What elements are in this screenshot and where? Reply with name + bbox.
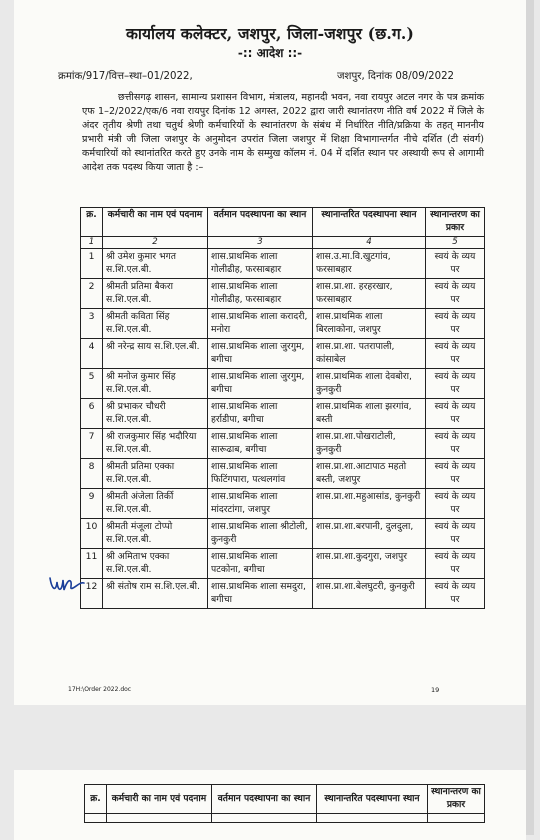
table-row — [81, 519, 485, 549]
employee-name-cell: श्री अमिताभ एक्का स.शि.एल.बी. — [103, 549, 208, 579]
new-posting-cell: शास.उ.मा.वि.खुटगांव, फरसाबहार — [313, 249, 426, 279]
table-row — [81, 339, 485, 369]
serial-cell: 10 — [81, 519, 103, 549]
table-header-row — [85, 785, 485, 814]
order-date: जशपुर, दिनांक 08/09/2022 — [337, 71, 455, 82]
current-posting-cell: शास.प्राथमिक शाला जुरगुम, बगीचा — [208, 369, 313, 399]
transfer-type-cell: स्वयं के व्यय पर — [426, 549, 485, 579]
serial-cell: 6 — [81, 399, 103, 429]
table-row — [81, 429, 485, 459]
header-name: कर्मचारी का नाम एवं पदनाम — [103, 208, 208, 237]
page-number: 19 — [431, 686, 440, 694]
table-row — [81, 309, 485, 339]
current-posting-cell: शास.प्राथमिक शाला गोलीढीह, फरसाबहार — [208, 279, 313, 309]
new-posting-cell: शास.प्रा.शा.कुदगुरा, जशपुर — [313, 549, 426, 579]
next-page-table — [84, 784, 485, 823]
transfer-type-cell: स्वयं के व्यय पर — [426, 579, 485, 609]
new-posting-cell: शास.प्रा.शा. पतरापाली, कांसाबेल — [313, 339, 426, 369]
header-serial: क्र. — [81, 208, 103, 237]
current-posting-cell: शास.प्राथमिक शाला हर्राडीपा, बगीचा — [208, 399, 313, 429]
serial-cell: 2 — [81, 279, 103, 309]
col-number: 2 — [103, 237, 208, 249]
employee-name-cell: श्री प्रभाकर चौधरी स.शि.एल.बी. — [103, 399, 208, 429]
new-posting-cell: शास.प्राथमिक शाला झरगांव, बस्ती — [313, 399, 426, 429]
serial-cell: 7 — [81, 429, 103, 459]
table-row — [81, 549, 485, 579]
transfer-type-cell: स्वयं के व्यय पर — [426, 429, 485, 459]
new-posting-cell: शास.प्रा.शा.बेलघुटरी, कुनकुरी — [313, 579, 426, 609]
table-row — [81, 489, 485, 519]
order-heading: -:: आदेश ::- — [237, 46, 303, 60]
current-posting-cell: शास.प्राथमिक शाला फिटिंगपारा, पत्थलगांव — [208, 459, 313, 489]
serial-cell: 8 — [81, 459, 103, 489]
employee-name-cell: श्री राजकुमार सिंह भदौरिया स.शि.एल.बी. — [103, 429, 208, 459]
table-header-row — [81, 208, 485, 237]
transfer-type-cell: स्वयं के व्यय पर — [426, 309, 485, 339]
col-number: 3 — [208, 237, 313, 249]
column-number-row — [85, 814, 485, 823]
table-row — [81, 399, 485, 429]
office-title: कार्यालय कलेक्टर, जशपुर, जिला-जशपुर (छ.ग.) — [125, 24, 415, 43]
transfer-type-cell: स्वयं के व्यय पर — [426, 519, 485, 549]
serial-cell: 4 — [81, 339, 103, 369]
transfer-type-cell: स्वयं के व्यय पर — [426, 369, 485, 399]
handwritten-signature-icon — [47, 568, 87, 598]
new-posting-cell: शास.प्रा.शा.बरपानी, दुलदुला, — [313, 519, 426, 549]
serial-cell: 5 — [81, 369, 103, 399]
transfer-type-cell: स्वयं के व्यय पर — [426, 399, 485, 429]
col-number: 5 — [426, 237, 485, 249]
employee-name-cell: श्री संतोष राम स.शि.एल.बी. — [103, 579, 208, 609]
header-new-posting: स्थानान्तरित पदस्थापना स्थान — [317, 785, 428, 814]
new-posting-cell: शास.प्राथमिक शाला देवबोरा, कुनकुरी — [313, 369, 426, 399]
employee-name-cell: श्री नरेन्द्र साय स.शि.एल.बी. — [103, 339, 208, 369]
order-body-content: छत्तीसगढ़ शासन, सामान्य प्रशासन विभाग, मंत्रालय, महानदी भवन, नवा रायपुर अटल नगर के पत्र क्रमांक एफ 1–2/2022/एक/6 नवा रायपुर दिनांक 12 अगस्त, 2022 द्वारा जारी स्थानांतरण नीति वर्ष 2022 में जिले के अंदर तृतीय श्रेणी तथा चतुर्थ श्रेणी कर्मचारियों के स्थानांतरण के संबंध में निर्धारित नीति/प्रक्रिया के तहत् माननीय प्रभारी मंत्री जी जिला जशपुर के अनुमोदन उपरांत जिला जशपुर में शिक्षा विभागान्तर्गत नीचे दर्शित (टी संवर्ग) कर्मचारियों को स्थानांतरित करते हुए उनके नाम के सम्मुख कॉलम नं. 04 में दर्शित स्थान पर अस्थायी रूप से आगामी आदेश तक पदस्थ किया जाता है :– — [82, 92, 484, 174]
header-transfer-type: स्थानान्तरण का प्रकार — [426, 208, 485, 237]
new-posting-cell: शास.प्रा.शा. हरहरखार, फरसाबहार — [313, 279, 426, 309]
file-path: 17H:\Order 2022.doc — [68, 686, 132, 693]
serial-cell: 12 — [81, 579, 103, 609]
employee-name-cell: श्रीमती प्रतिमा एक्का स.शि.एल.बी. — [103, 459, 208, 489]
current-posting-cell: शास.प्राथमिक शाला सारूढाब, बगीचा — [208, 429, 313, 459]
new-posting-cell: शास.प्रा.शा.आटापाठ महतो बस्ती, जशपुर — [313, 459, 426, 489]
transfer-table — [80, 207, 485, 609]
current-posting-cell: शास.प्राथमिक शाला श्रीटोली, कुनकुरी — [208, 519, 313, 549]
current-posting-cell: शास.प्राथमिक शाला गोलीढीह, फरसाबहार — [208, 249, 313, 279]
current-posting-cell: शास.प्राथमिक शाला मांदरटांगा, जशपुर — [208, 489, 313, 519]
serial-cell: 3 — [81, 309, 103, 339]
transfer-type-cell: स्वयं के व्यय पर — [426, 279, 485, 309]
col-number: 1 — [81, 237, 103, 249]
header-new-posting: स्थानान्तरित पदस्थापना स्थान — [313, 208, 426, 237]
new-posting-cell: शास.प्रा.शा.महुआसांड, कुनकुरी — [313, 489, 426, 519]
column-number-row — [81, 237, 485, 249]
serial-cell: 1 — [81, 249, 103, 279]
serial-cell: 9 — [81, 489, 103, 519]
new-posting-cell: शास.प्राथमिक शाला बिरलाकोना, जशपुर — [313, 309, 426, 339]
employee-name-cell: श्रीमती कविता सिंह स.शि.एल.बी. — [103, 309, 208, 339]
transfer-type-cell: स्वयं के व्यय पर — [426, 459, 485, 489]
new-posting-cell: शास.प्रा.शा.पोखराटोली, कुनकुरी — [313, 429, 426, 459]
header-transfer-type: स्थानान्तरण का प्रकार — [428, 785, 485, 814]
current-posting-cell: शास.प्राथमिक शाला करादरी, मनोरा — [208, 309, 313, 339]
employee-name-cell: श्री मनोज कुमार सिंह स.शि.एल.बी. — [103, 369, 208, 399]
header-name: कर्मचारी का नाम एवं पदनाम — [107, 785, 212, 814]
header-serial: क्र. — [85, 785, 107, 814]
transfer-type-cell: स्वयं के व्यय पर — [426, 339, 485, 369]
order-body-text — [82, 91, 484, 176]
table-row — [81, 249, 485, 279]
current-posting-cell: शास.प्राथमिक शाला पटकोना, बगीचा — [208, 549, 313, 579]
current-posting-cell: शास.प्राथमिक शाला जुरगुम, बगीचा — [208, 339, 313, 369]
transfer-type-cell: स्वयं के व्यय पर — [426, 489, 485, 519]
table-row — [81, 369, 485, 399]
col-number: 4 — [313, 237, 426, 249]
header-current-posting: वर्तमान पदस्थापना का स्थान — [212, 785, 317, 814]
employee-name-cell: श्रीमती मंजूला टोप्पो स.शि.एल.बी. — [103, 519, 208, 549]
table-row — [81, 579, 485, 609]
serial-cell: 11 — [81, 549, 103, 579]
employee-name-cell: श्रीमती प्रतिमा बैकरा स.शि.एल.बी. — [103, 279, 208, 309]
employee-name-cell: श्रीमती अंजेला तिर्की स.शि.एल.बी. — [103, 489, 208, 519]
current-posting-cell: शास.प्राथमिक शाला समदुरा, बगीचा — [208, 579, 313, 609]
table-row — [81, 459, 485, 489]
employee-name-cell: श्री उमेश कुमार भगत स.शि.एल.बी. — [103, 249, 208, 279]
page-edge — [526, 0, 534, 835]
order-number: क्रमांक/917/वित्त–स्था–01/2022, — [58, 71, 193, 82]
table-row — [81, 279, 485, 309]
transfer-type-cell: स्वयं के व्यय पर — [426, 249, 485, 279]
header-current-posting: वर्तमान पदस्थापना का स्थान — [208, 208, 313, 237]
